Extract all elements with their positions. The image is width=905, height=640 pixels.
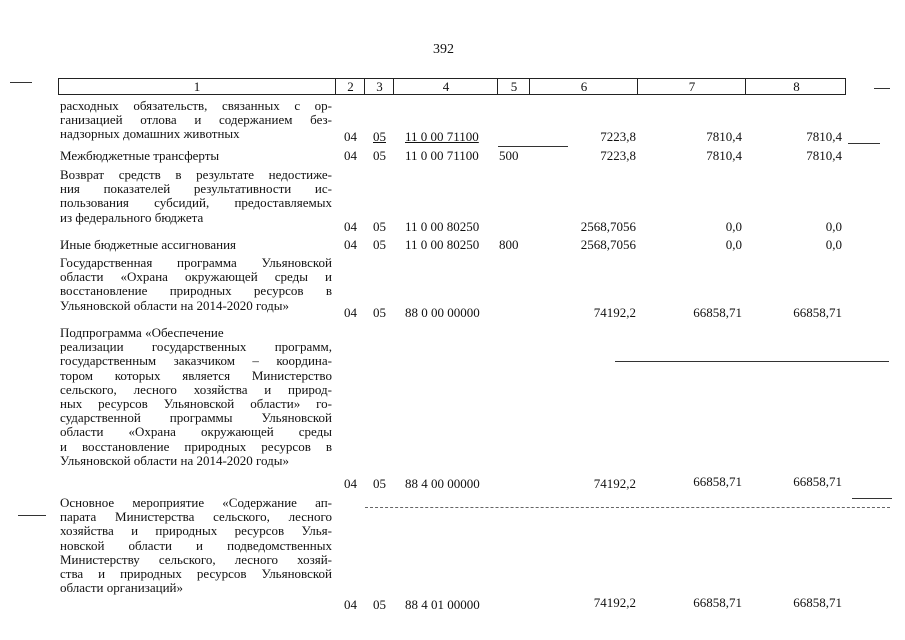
row-description bbox=[60, 496, 332, 595]
cell-value-8: 0,0 bbox=[825, 219, 842, 234]
cell-target-code: 11 0 00 71100 bbox=[405, 148, 479, 163]
header-col-4: 4 bbox=[393, 79, 498, 94]
cell-section: 04 bbox=[344, 237, 357, 252]
desc-line: пользования субсидий, предоставляемых bbox=[60, 195, 332, 211]
cell-value-6: 74192,2 bbox=[593, 305, 636, 320]
header-col-5: 5 bbox=[497, 79, 530, 94]
scan-mark-line bbox=[615, 361, 889, 362]
row-description bbox=[60, 256, 332, 313]
cell-value-7: 0,0 bbox=[725, 219, 742, 234]
desc-line: государственным заказчиком – координа- bbox=[60, 353, 332, 369]
cell-value-6: 7223,8 bbox=[600, 129, 636, 144]
cell-value-7: 66858,71 bbox=[693, 595, 742, 610]
page-number: 392 bbox=[433, 42, 454, 57]
desc-line: ных ресурсов Ульяновской области» го- bbox=[60, 396, 332, 412]
row-description bbox=[60, 149, 332, 163]
desc-line: Основное мероприятие «Содержание ап- bbox=[60, 495, 332, 510]
cell-section: 04 bbox=[344, 219, 357, 234]
desc-line: Подпрограмма «Обеспечение bbox=[60, 325, 224, 340]
desc-line: восстановление природных ресурсов в bbox=[60, 283, 332, 299]
desc-line: и восстановление природных ресурсов в bbox=[60, 438, 332, 454]
cell-target-code: 11 0 00 71100 bbox=[405, 129, 479, 144]
scan-mark-line bbox=[18, 515, 46, 516]
header-col-6: 6 bbox=[529, 79, 638, 94]
desc-line: хозяйства и природных ресурсов Улья- bbox=[60, 523, 332, 539]
header-col-2: 2 bbox=[335, 79, 365, 94]
desc-line: новской области и подведомственных bbox=[60, 537, 332, 553]
header-col-3: 3 bbox=[364, 79, 394, 94]
desc-line: Ульяновской области на 2014-2020 годы» bbox=[60, 452, 290, 468]
desc-line: сударственной программы Ульяновской bbox=[60, 410, 332, 426]
cell-target-code: 88 0 00 00000 bbox=[405, 305, 480, 320]
cell-target-code: 88 4 00 00000 bbox=[405, 476, 480, 491]
cell-subsection: 05 bbox=[373, 597, 386, 612]
cell-section: 04 bbox=[344, 476, 357, 491]
desc-line: области организаций» bbox=[60, 580, 183, 596]
scan-mark-line bbox=[852, 498, 892, 499]
scan-mark-line bbox=[10, 82, 32, 83]
cell-value-6: 74192,2 bbox=[593, 595, 636, 610]
desc-line: реализации государственных программ, bbox=[60, 339, 332, 355]
cell-value-8: 66858,71 bbox=[793, 305, 842, 320]
cell-value-8: 66858,71 bbox=[793, 595, 842, 610]
desc-line: из федерального бюджета bbox=[60, 209, 204, 225]
cell-value-8: 7810,4 bbox=[806, 148, 842, 163]
cell-section: 04 bbox=[344, 597, 357, 612]
cell-target-code: 11 0 00 80250 bbox=[405, 237, 480, 252]
desc-line: Иные бюджетные ассигнования bbox=[60, 237, 237, 252]
desc-line: области «Охрана окружающей среды bbox=[60, 424, 332, 440]
cell-value-6: 7223,8 bbox=[600, 148, 636, 163]
cell-subsection: 05 bbox=[373, 305, 386, 320]
desc-line: Межбюджетные трансферты bbox=[60, 148, 220, 163]
table-header bbox=[58, 78, 846, 95]
cell-subsection: 05 bbox=[373, 148, 386, 163]
cell-subsection: 05 bbox=[373, 219, 386, 234]
row-description bbox=[60, 326, 332, 468]
cell-expense-type: 800 bbox=[499, 237, 519, 252]
cell-value-7: 7810,4 bbox=[706, 148, 742, 163]
cell-value-6: 2568,7056 bbox=[580, 237, 636, 252]
cell-section: 04 bbox=[344, 305, 357, 320]
scan-mark-line bbox=[498, 146, 568, 147]
desc-line: сельского, лесного хозяйства и природ- bbox=[60, 381, 332, 397]
cell-subsection: 05 bbox=[373, 476, 386, 491]
cell-expense-type: 500 bbox=[499, 148, 519, 163]
cell-section: 04 bbox=[344, 129, 357, 144]
desc-line: надзорных домашних животных bbox=[60, 126, 240, 142]
cell-value-8: 0,0 bbox=[825, 237, 842, 252]
desc-line: Возврат средств в результате недостиже- bbox=[60, 167, 332, 182]
desc-line: ганизацией отлова и содержанием без- bbox=[60, 112, 332, 128]
cell-target-code: 88 4 01 00000 bbox=[405, 597, 480, 612]
desc-line: области «Охрана окружающей среды и bbox=[60, 269, 332, 285]
cell-value-6: 2568,7056 bbox=[580, 219, 636, 234]
cell-target-code: 11 0 00 80250 bbox=[405, 219, 480, 234]
header-col-8: 8 bbox=[745, 79, 847, 94]
desc-line: ния показателей результативности ис- bbox=[60, 181, 332, 197]
scan-mark-line bbox=[874, 88, 890, 89]
desc-line: Ульяновской области на 2014-2020 годы» bbox=[60, 297, 290, 313]
cell-value-7: 66858,71 bbox=[693, 305, 742, 320]
row-description bbox=[60, 99, 332, 142]
desc-line: ства и природных ресурсов Ульяновской bbox=[60, 566, 332, 582]
scan-mark-line bbox=[848, 143, 880, 144]
desc-line: тором которых является Министерство bbox=[60, 367, 332, 383]
header-col-7: 7 bbox=[637, 79, 746, 94]
cell-value-6: 74192,2 bbox=[593, 476, 636, 491]
cell-value-7: 0,0 bbox=[725, 237, 742, 252]
cell-value-8: 7810,4 bbox=[806, 129, 842, 144]
row-description bbox=[60, 168, 332, 225]
row-description bbox=[60, 238, 332, 252]
cell-subsection: 05 bbox=[373, 129, 386, 144]
desc-line: парата Министерства сельского, лесного bbox=[60, 509, 332, 525]
scan-mark-line bbox=[365, 507, 890, 508]
cell-section: 04 bbox=[344, 148, 357, 163]
cell-subsection: 05 bbox=[373, 237, 386, 252]
cell-value-8: 66858,71 bbox=[793, 474, 842, 489]
cell-value-7: 7810,4 bbox=[706, 129, 742, 144]
desc-line: расходных обязательств, связанных с ор- bbox=[60, 98, 332, 113]
desc-line: Государственная программа Ульяновской bbox=[60, 255, 332, 270]
desc-line: Министерству сельского, лесного хозяй- bbox=[60, 551, 332, 567]
cell-value-7: 66858,71 bbox=[693, 474, 742, 489]
header-col-1: 1 bbox=[193, 79, 201, 94]
